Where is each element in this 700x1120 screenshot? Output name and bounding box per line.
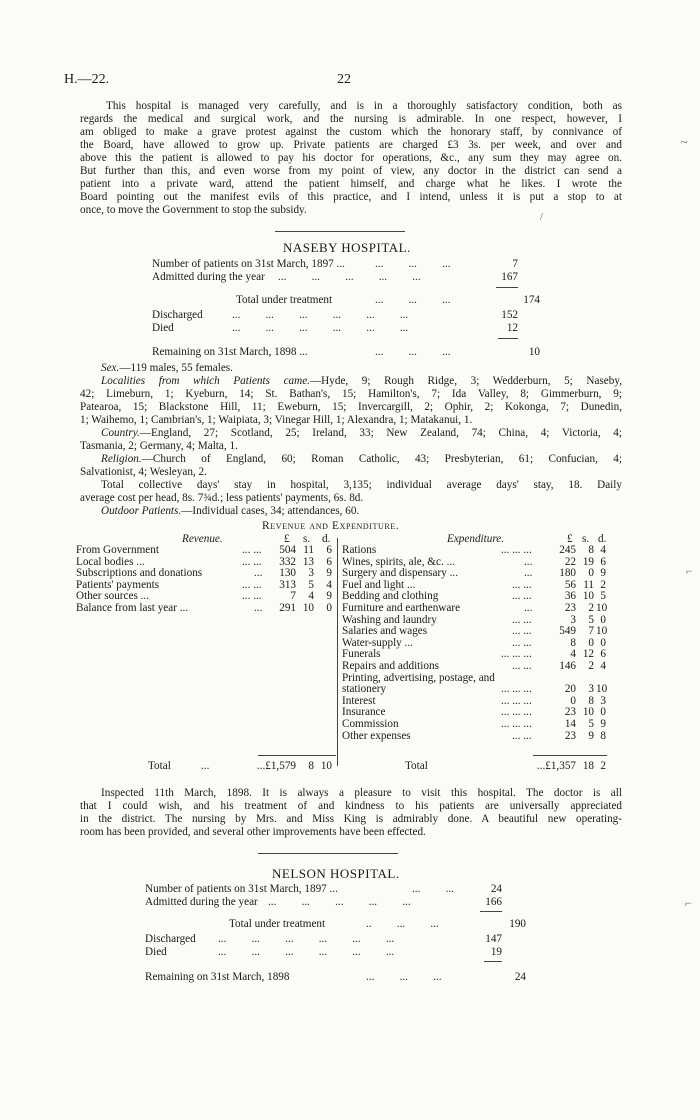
expenditure-shillings: 2 [588,602,594,614]
expenditure-pounds: 549 [559,625,576,638]
naseby-total-value: 174 [523,294,540,306]
leader-dots: ... ... ... [375,346,451,358]
nelson-admitted-label: Admitted during the year [145,896,258,908]
expenditure-label: Interest [342,694,376,707]
nelson-total-value: 190 [509,918,526,930]
nelson-remaining-label: Remaining on 31st March, 1898 [145,971,290,983]
expenditure-pence: 9 [600,567,606,580]
expenditure-dots: ... ... ... [501,706,532,719]
expenditure-dots: ... ... [512,613,532,626]
leader-dots: ... ... ... [366,971,442,983]
expenditure-pence: 5 [600,590,606,603]
revenue-dots: ... [254,602,263,614]
expenditure-pounds: 23 [564,729,576,742]
expenditure-shillings: 10 [582,706,594,719]
intro-line: am obliged to make a grave protest against the custom which the honorary staff, by connivance of [80,126,622,138]
revenue-shilling-heading: s. [303,533,311,545]
inspection-paragraph [80,787,622,839]
revenue-shillings: 10 [302,602,314,614]
naseby-died-label: Died [152,322,174,334]
intro-line: Board pointing out the manifest evils of this practice, and I intend, unless it is put a stop to at [80,191,622,203]
intro-line: patient into a private ward, attend the patient himself, and charge what he likes. I wrote the [80,178,622,190]
intro-line: once, to move the Government to stop the subsidy. [80,204,307,216]
religion-paragraph [80,453,622,479]
expenditure-pounds: 146 [559,660,576,672]
intro-line: regards the medical and surgical work, and the nursing is admirable. In one respect, however, I [80,113,622,125]
revenue-pounds: 7 [290,590,296,603]
expenditure-pence: 8 [600,729,606,742]
expenditure-pounds: 56 [564,578,576,591]
nelson-admitted-value: 166 [485,896,502,908]
naseby-remaining-value: 10 [528,346,540,358]
leader-dots: ... ... ... [375,258,451,270]
expenditure-dots: ... ... [512,578,532,591]
expenditure-label: Salaries and wages [342,625,428,638]
exp-pence-heading: d. [598,533,607,545]
sex-label: Sex. [101,362,120,374]
margin-mark: / [540,212,543,223]
expenditure-pounds: 23 [564,706,576,719]
inspection-line: room has been provided, and several other improvements have been effected. [80,826,426,838]
intro-line: above this the patient is allowed to pay his doctor for operations, &c., any sum they may agree on. [80,152,622,164]
expenditure-label: Commission [342,718,399,730]
expenditure-shillings: 12 [582,648,594,661]
leader-dots: ... ... ... ... ... [278,271,421,283]
revenue-dots: ... ... [242,544,262,556]
expenditure-label: Furniture and earthenware [342,602,461,614]
naseby-died-value: 12 [506,322,518,334]
sum-rule [484,961,502,962]
expenditure-shillings: 10 [582,590,594,603]
expenditure-pence: 10 [596,602,608,614]
expenditure-pounds: 245 [559,544,576,556]
expenditure-label: Printing, advertising, postage, and [342,671,495,684]
religion-line [80,453,622,466]
expenditure-pounds: 22 [564,555,576,568]
revenue-shillings: 4 [308,590,314,603]
country-text: —England, 27; Scotland, 25; Ireland, 33; New Zealand, 74; China, 4; Victoria, 4; [139,427,622,439]
revenue-pounds: 313 [279,578,296,591]
expenditure-dots: ... ... ... [501,683,532,696]
leader-dots: ... ... ... ... ... ... [218,946,395,958]
expenditure-heading: Expenditure. [447,533,505,545]
exp-shilling-heading: s. [582,533,590,545]
expenditure-total-shillings: 18 [582,760,594,772]
revenue-label: Local bodies ... [76,555,145,568]
expenditure-dots: ... ... ... [501,718,532,730]
expenditure-label: Other expenses [342,729,411,742]
expenditure-pence: 10 [596,625,608,638]
revenue-pence: 9 [326,590,332,603]
expenditure-shillings: 5 [588,718,594,730]
expenditure-shillings: 0 [588,567,594,580]
outdoor-label: Outdoor Patients. [101,505,182,517]
leader-dots: ... ... ... ... ... [268,896,411,908]
expenditure-total-label: Total [405,760,428,772]
revenue-total-dots: ... [201,760,210,772]
revenue-label: From Government [76,544,159,556]
expenditure-label: Funerals [342,648,381,661]
naseby-discharged-label: Discharged [152,309,203,321]
expenditure-dots: ... ... ... [501,544,532,556]
leader-dots: ... ... ... [375,294,451,306]
nelson-died-value: 19 [490,946,502,958]
religion-line: Salvationist, 4; Wesleyan, 2. [80,466,207,478]
country-paragraph [80,427,622,453]
revenue-total-label: Total [148,760,171,772]
expenditure-label: Rations [342,544,377,556]
revenue-pence: 0 [326,602,332,614]
outdoor-text: —Individual cases, 34; attendances, 60. [181,505,360,517]
expenditure-dots: ... [524,555,533,568]
expenditure-dots: ... ... [512,660,532,672]
expenditure-label: Water-supply ... [342,636,413,649]
nelson-patients-value: 24 [490,883,502,895]
expenditure-pence: 0 [600,636,606,649]
revenue-pounds: 130 [279,567,296,580]
localities-line: 42; Limeburn, 1; Kyeburn, 14; St. Bathan's, 15; Hamilton's, 7; Ida Valley, 8; Gimmerburn, 9; [80,388,622,400]
intro-line: This hospital is managed very carefully, and is in a thoroughly satisfactory condition, both as [106,100,622,112]
total-rule [533,755,607,756]
margin-mark: ⌐ [685,896,692,910]
revenue-total-pence: 10 [320,760,332,772]
expenditure-pounds: 0 [570,694,576,707]
expenditure-pence: 6 [600,648,606,661]
expenditure-total-pounds: ...£1,357 [536,760,576,772]
revenue-pound-heading: £ [284,533,290,545]
revenue-dots: ... [254,567,263,580]
expenditure-dots: ... ... [512,636,532,649]
naseby-title: NASEBY HOSPITAL. [283,240,411,255]
expenditure-shillings: 11 [583,578,594,591]
religion-text: —Church of England, 60; Roman Catholic, 43; Presbyterian, 61; Confucian, 4; [141,453,622,465]
revenue-label: Subscriptions and donations [76,567,203,580]
localities-paragraph [80,375,622,427]
revenue-pounds: 291 [279,602,296,614]
stay-paragraph [80,479,622,505]
expenditure-dots: ... ... [512,590,532,603]
expenditure-shillings: 8 [588,694,594,707]
sex-line [101,362,233,375]
localities-line [80,375,622,388]
localities-line: Patearoa, 15; Blackstone Hill, 11; Eweburn, 15; Invercargill, 2; Ophir, 2; Kokonga, 7; Dunedin, [80,401,622,413]
sum-rule [498,338,518,339]
country-line [80,427,622,440]
expenditure-shillings: 8 [588,544,594,556]
religion-label: Religion. [101,453,142,465]
inspection-line: that I could wish, and his treatment of and kindness to his patients are universally appreciated [80,800,622,812]
expenditure-pounds: 4 [570,648,576,661]
leader-dots: ... ... ... ... ... ... [218,933,395,945]
page-number: 22 [337,72,351,87]
revenue-shillings: 13 [302,555,314,568]
nelson-title: NELSON HOSPITAL. [272,866,400,881]
intro-line: But further than this, and even worse from my point of view, any doctor in the district can send a [80,165,622,177]
revenue-shillings: 11 [303,544,314,556]
expenditure-pence: 3 [600,694,606,707]
intro-paragraph [80,100,622,217]
outdoor-line [101,505,359,518]
expenditure-label: Fuel and light ... [342,578,416,591]
expenditure-pence: 4 [600,660,606,672]
localities-label: Localities from which Patients came. [101,375,310,387]
section-divider [275,231,405,232]
expenditure-pence: 0 [600,613,606,626]
nelson-remaining-value: 24 [514,971,526,983]
re-title: Revenue and Expenditure. [262,520,400,532]
sum-rule [480,911,502,912]
expenditure-label: Insurance [342,706,386,719]
country-label: Country. [101,427,140,439]
section-divider [258,853,398,854]
stay-line: average cost per head, 8s. 7¾d.; less patients' payments, 6s. 8d. [80,492,364,504]
expenditure-shillings: 0 [588,636,594,649]
expenditure-pounds: 14 [564,718,576,730]
expenditure-pence: 4 [600,544,606,556]
revenue-pence: 6 [326,555,332,568]
expenditure-pounds: 36 [564,590,576,603]
naseby-patients-value: 7 [512,258,518,270]
nelson-patients-label: Number of patients on 31st March, 1897 ... [145,883,338,895]
expenditure-pence: 0 [600,706,606,719]
expenditure-pounds: 3 [570,613,576,626]
expenditure-dots: ... [524,567,533,580]
expenditure-dots: ... ... [512,729,532,742]
nelson-died-label: Died [145,946,167,958]
margin-mark: ~ [681,135,688,149]
sum-rule [496,287,518,288]
expenditure-label: Washing and laundry [342,613,437,626]
naseby-discharged-value: 152 [501,309,518,321]
revenue-heading: Revenue. [182,533,223,545]
expenditure-dots: ... ... ... [501,694,532,707]
sex-text: —119 males, 55 females. [119,362,233,374]
revenue-pence: 9 [326,567,332,580]
leader-dots: .. ... ... [366,918,439,930]
revenue-pence-heading: d. [322,533,331,545]
expenditure-label: Wines, spirits, ale, &c. ... [342,555,455,568]
exp-pound-heading: £ [567,533,573,545]
nelson-discharged-value: 147 [485,933,502,945]
leader-dots: ... ... ... ... ... ... [232,309,409,321]
intro-line: the Board, have allowed to grow up. Private patients are charged £3 3s. per week, and over and [80,139,622,151]
expenditure-pounds: 180 [559,567,576,580]
revenue-pounds: 504 [279,544,296,556]
expenditure-dots: ... ... [512,625,532,638]
inspection-line: in the district. The nursing by Mrs. and Miss King is admirably done. A beautiful new operating- [80,813,622,825]
expenditure-pounds: 8 [570,636,576,649]
revenue-pence: 4 [326,578,332,591]
nelson-total-label: Total under treatment [229,918,326,930]
localities-line: 1; Waihemo, 1; Cambrian's, 1; Waipiata, 3; Vinegar Hill, 1; Alexandra, 1; Matakanui, 1. [80,414,473,426]
leader-dots: ... ... [412,883,454,895]
revenue-total-pounds: ...£1,579 [256,760,296,772]
naseby-total-label: Total under treatment [236,294,333,306]
revenue-dots: ... ... [242,590,262,603]
inspection-line: Inspected 11th March, 1898. It is always a pleasure to visit this hospital. The doctor is all [101,787,622,799]
margin-mark: ⌐ [686,564,693,578]
expenditure-dots: ... ... ... [501,648,532,661]
revenue-label: Other sources ... [76,590,150,603]
revenue-label: Balance from last year ... [76,602,189,614]
expenditure-pence: 2 [600,578,606,591]
expenditure-label: Bedding and clothing [342,590,439,603]
expenditure-dots: ... [524,602,533,614]
expenditure-shillings: 9 [588,729,594,742]
expenditure-pounds: 23 [564,602,576,614]
expenditure-shillings: 2 [588,660,594,672]
revenue-label: Patients' payments [76,578,160,591]
report-code: H.—22. [64,72,110,87]
column-divider [337,538,338,766]
country-line: Tasmania, 2; Germany, 4; Malta, 1. [80,440,238,452]
naseby-admitted-value: 167 [501,271,518,283]
expenditure-pence: 6 [600,555,606,568]
naseby-patients-label: Number of patients on 31st March, 1897 ... [152,258,345,270]
revenue-total-shillings: 8 [308,760,314,772]
localities-text: —Hyde, 9; Rough Ridge, 3; Wedderburn, 5; Naseby, [309,375,622,387]
leader-dots: ... ... ... ... ... ... [232,322,409,334]
expenditure-total-pence: 2 [600,760,606,772]
expenditure-shillings: 3 [588,683,594,696]
revenue-shillings: 5 [308,578,314,591]
expenditure-label: Repairs and additions [342,660,439,672]
naseby-remaining-label: Remaining on 31st March, 1898 ... [152,346,308,358]
revenue-pounds: 332 [279,555,296,568]
revenue-dots: ... ... [242,555,262,568]
revenue-dots: ... ... [242,578,262,591]
stay-line: Total collective days' stay in hospital, 3,135; individual average days' stay, 18. Daily [101,479,622,491]
nelson-discharged-label: Discharged [145,933,196,945]
total-rule [258,755,336,756]
expenditure-shillings: 19 [582,555,594,568]
revenue-shillings: 3 [308,567,314,580]
expenditure-shillings: 5 [588,613,594,626]
expenditure-label: Surgery and dispensary ... [342,567,458,580]
expenditure-label: stationery [342,683,387,696]
expenditure-pence: 9 [600,718,606,730]
expenditure-shillings: 7 [588,625,594,638]
revenue-pence: 6 [326,544,332,556]
naseby-admitted-label: Admitted during the year [152,271,265,283]
expenditure-pounds: 20 [564,683,576,696]
expenditure-pence: 10 [596,683,608,696]
